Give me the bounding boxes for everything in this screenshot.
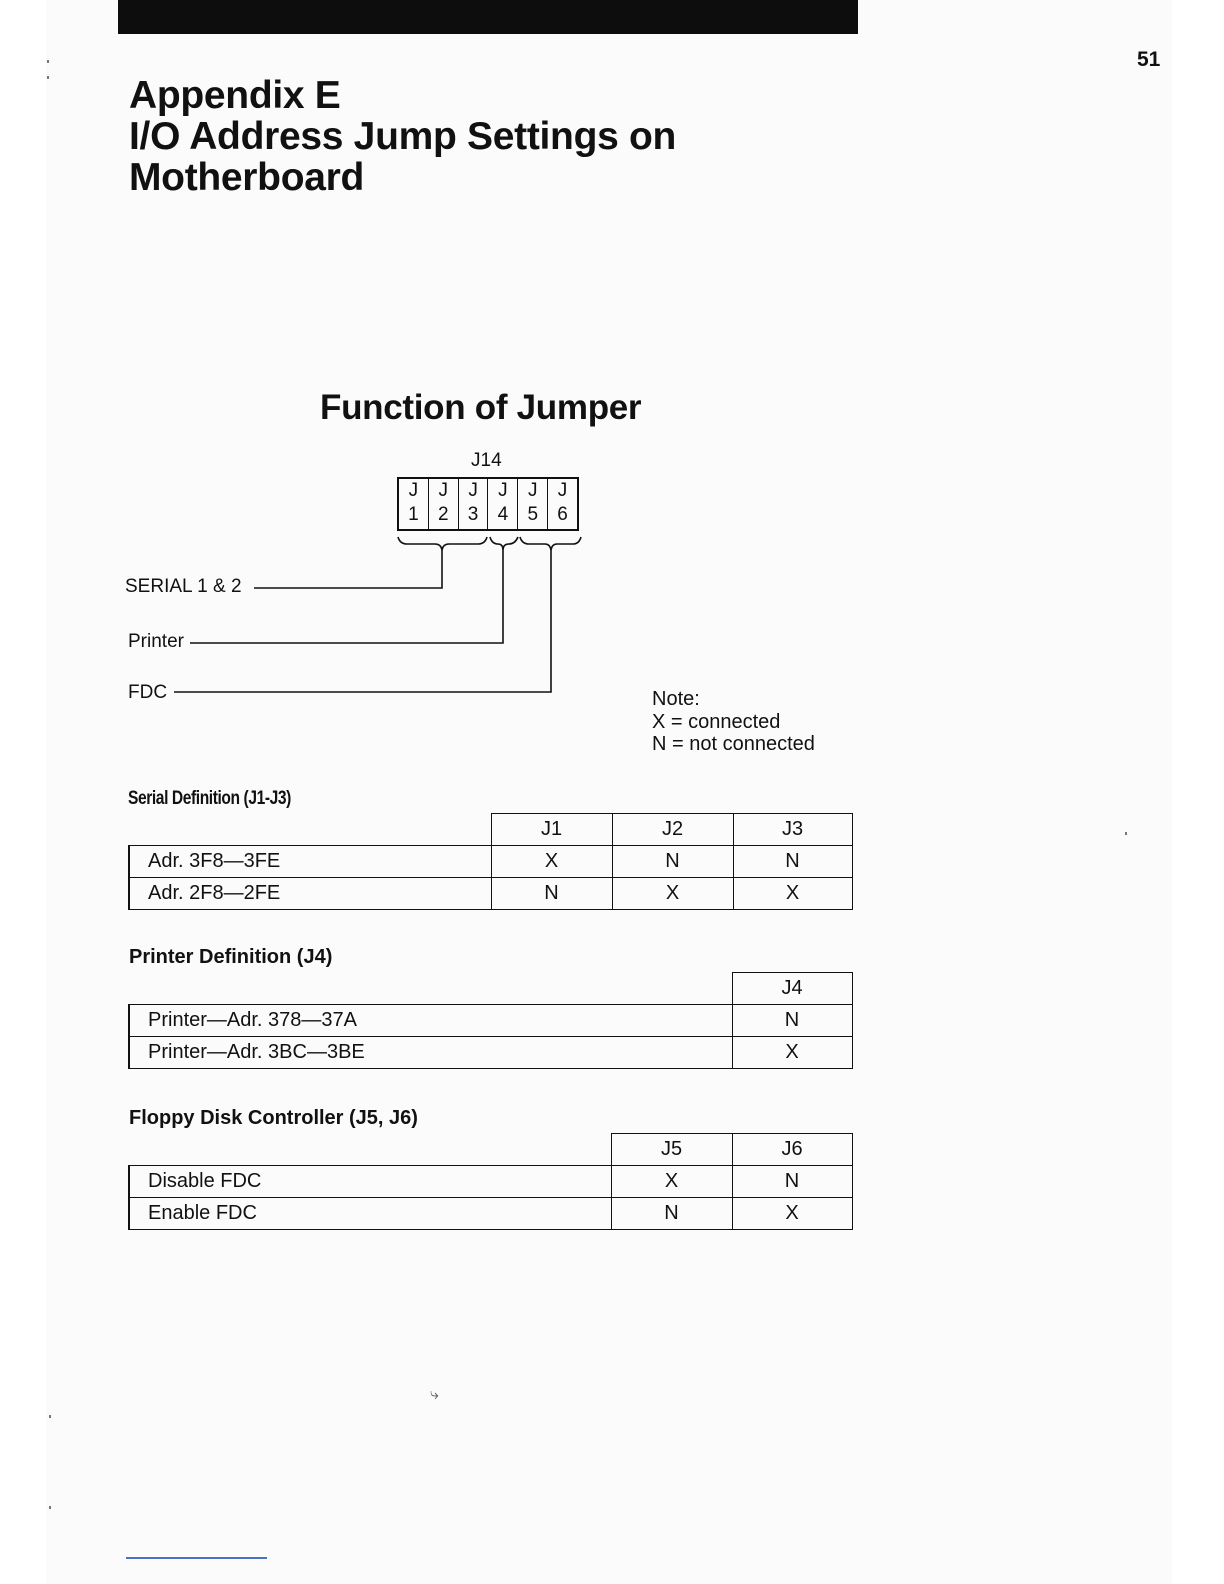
table-cell: N — [612, 846, 733, 878]
fdc-label: FDC — [128, 682, 168, 703]
printer-label: Printer — [128, 631, 184, 652]
table-cell: X — [732, 1037, 852, 1069]
note-heading: Note: — [652, 688, 700, 710]
table-cell: N — [491, 878, 612, 910]
pin-number: 6 — [557, 504, 568, 525]
pin-letter: J — [527, 480, 538, 501]
section-title: Function of Jumper — [320, 388, 642, 427]
note-connected: X = connected — [652, 710, 781, 733]
table-cell: N — [732, 1005, 852, 1037]
pin-letter: J — [498, 480, 508, 501]
table-cell: N — [732, 1166, 852, 1198]
serial-table — [128, 813, 853, 910]
pin-number: 5 — [527, 504, 539, 525]
column-header: J3 — [733, 814, 852, 846]
row-label: Printer—Adr. 378—37A — [129, 1005, 732, 1037]
serial-leader — [254, 550, 442, 588]
table-row — [129, 1005, 852, 1037]
printer-brace — [490, 537, 518, 550]
table-cell: N — [611, 1198, 732, 1230]
column-header: J2 — [612, 814, 733, 846]
title-line-board: Motherboard — [129, 156, 365, 199]
table-corner — [129, 973, 732, 1005]
scan-dot — [47, 76, 49, 79]
title-line-subject: I/O Address Jump Settings on — [129, 115, 677, 158]
column-header: J1 — [491, 814, 612, 846]
table-header-row — [129, 814, 852, 846]
table-header-row — [129, 1134, 852, 1166]
fdc-heading: Floppy Disk Controller (J5, J6) — [129, 1107, 418, 1129]
row-label: Adr. 3F8—3FE — [129, 846, 491, 878]
table-row — [129, 1037, 852, 1069]
table-cell: X — [732, 1198, 852, 1230]
fdc-table — [128, 1133, 853, 1230]
scan-mark: ⤷ — [430, 1386, 439, 1403]
scan-dot — [47, 60, 49, 63]
table-cell: N — [733, 846, 852, 878]
pin-letter: J — [557, 480, 568, 501]
footer-rule — [126, 1557, 267, 1559]
scan-dot — [1125, 832, 1127, 835]
title-line-appendix: Appendix E — [129, 74, 341, 117]
column-header: J4 — [732, 973, 852, 1005]
row-label: Adr. 2F8—2FE — [129, 878, 491, 910]
table-row — [129, 1166, 852, 1198]
serial-label: SERIAL 1 & 2 — [125, 576, 242, 597]
printer-heading: Printer Definition (J4) — [129, 946, 333, 968]
scan-dot — [49, 1506, 51, 1509]
pin-letter: J — [408, 480, 419, 501]
pin-number: 4 — [497, 504, 509, 525]
pin-number: 3 — [467, 504, 479, 525]
table-row — [129, 1198, 852, 1230]
row-label: Printer—Adr. 3BC—3BE — [129, 1037, 732, 1069]
column-header: J6 — [732, 1134, 852, 1166]
pin-letter: J — [468, 480, 478, 501]
note — [652, 688, 815, 756]
table-cell: X — [612, 878, 733, 910]
jumper-header-label: J14 — [471, 450, 502, 471]
table-corner — [129, 814, 491, 846]
table-row — [129, 878, 852, 910]
printer-table — [128, 972, 853, 1069]
table-cell: X — [733, 878, 852, 910]
pin-letter: J — [438, 480, 448, 501]
table-row — [129, 846, 852, 878]
note-not-connected: N = not connected — [652, 733, 815, 755]
table-cell: X — [611, 1166, 732, 1198]
table-header-row — [129, 973, 852, 1005]
row-label: Enable FDC — [129, 1198, 611, 1230]
pin-number: 2 — [437, 504, 449, 525]
pin-number: 1 — [408, 504, 419, 525]
table-corner — [129, 1134, 611, 1166]
page-number: 51 — [1137, 48, 1161, 71]
serial-heading: Serial Definition (J1-J3) — [128, 788, 291, 809]
fdc-brace — [520, 537, 581, 550]
column-header: J5 — [611, 1134, 732, 1166]
row-label: Disable FDC — [129, 1166, 611, 1198]
serial-brace — [398, 537, 487, 550]
fdc-leader — [174, 550, 551, 692]
table-cell: X — [491, 846, 612, 878]
scan-dot — [49, 1415, 51, 1418]
